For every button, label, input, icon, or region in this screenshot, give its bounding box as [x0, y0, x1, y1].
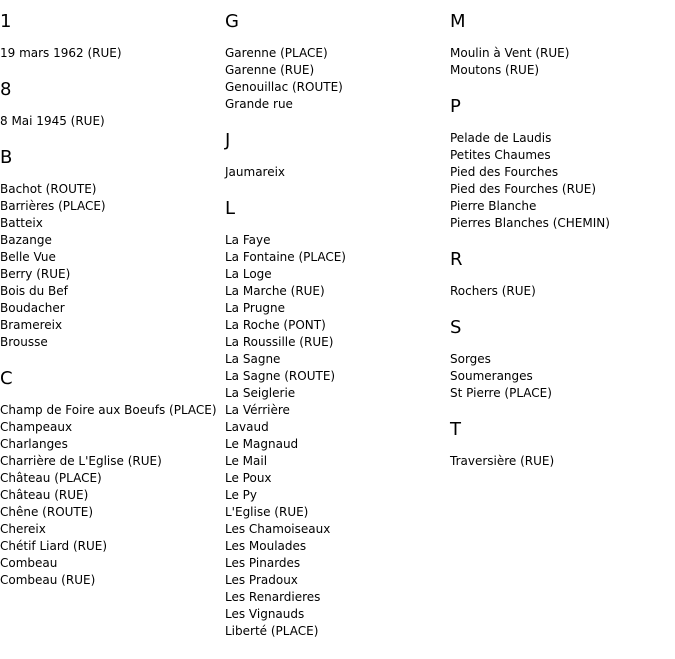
letter-heading: T: [450, 419, 461, 440]
letter-section: [0, 147, 220, 351]
street-name: Charrière de L'Eglise (RUE): [0, 454, 162, 468]
letter-section: [225, 130, 445, 181]
street-name: Moulin à Vent (RUE): [450, 46, 570, 60]
street-name: La Sagne (ROUTE): [225, 369, 336, 383]
street-name: Le Py: [225, 488, 258, 502]
street-index-column-3: [450, 0, 670, 470]
letter-section: [225, 198, 445, 640]
street-name: Garenne (PLACE): [225, 46, 328, 60]
street-name: Soumeranges: [450, 369, 533, 383]
letter-section: [450, 317, 670, 402]
street-list: [0, 181, 220, 351]
street-name: La Roche (PONT): [225, 318, 326, 332]
street-list: [225, 45, 445, 113]
letter-heading: P: [450, 96, 461, 117]
letter-heading: 8: [0, 79, 12, 100]
letter-section: [450, 96, 670, 232]
letter-section: [450, 11, 670, 79]
street-name: La Fontaine (PLACE): [225, 250, 346, 264]
street-list: [450, 283, 670, 300]
street-name: Champeaux: [0, 420, 73, 434]
street-name: Liberté (PLACE): [225, 624, 319, 638]
letter-heading: M: [450, 11, 466, 32]
street-name: Bazange: [0, 233, 52, 247]
street-list: [450, 453, 670, 470]
street-list: [225, 232, 445, 640]
street-name: St Pierre (PLACE): [450, 386, 552, 400]
street-name: La Prugne: [225, 301, 286, 315]
street-name: Bois du Bef: [0, 284, 68, 298]
street-name: Jaumareix: [225, 165, 286, 179]
letter-section: [225, 11, 445, 113]
street-name: Brousse: [0, 335, 48, 349]
street-name: Pierres Blanches (CHEMIN): [450, 216, 610, 230]
street-index-column-1: [0, 0, 220, 589]
letter-section: [0, 79, 220, 130]
letter-heading: L: [225, 198, 236, 219]
street-name: Bramereix: [0, 318, 63, 332]
street-name: Les Pinardes: [225, 556, 301, 570]
street-list: [0, 402, 220, 589]
street-name: Barrières (PLACE): [0, 199, 106, 213]
street-name: La Faye: [225, 233, 271, 247]
street-name: Les Renardieres: [225, 590, 321, 604]
street-name: Garenne (RUE): [225, 63, 315, 77]
letter-section: [0, 368, 220, 589]
street-name: Pied des Fourches (RUE): [450, 182, 596, 196]
street-name: Les Chamoiseaux: [225, 522, 331, 536]
street-name: 19 mars 1962 (RUE): [0, 46, 122, 60]
street-name: Pelade de Laudis: [450, 131, 552, 145]
street-name: Boudacher: [0, 301, 65, 315]
letter-heading: R: [450, 249, 463, 270]
street-name: Bachot (ROUTE): [0, 182, 97, 196]
street-name: Genouillac (ROUTE): [225, 80, 343, 94]
street-name: Grande rue: [225, 97, 293, 111]
street-name: La Vérrière: [225, 403, 290, 417]
street-name: Petites Chaumes: [450, 148, 551, 162]
street-list: [225, 164, 445, 181]
street-name: 8 Mai 1945 (RUE): [0, 114, 105, 128]
street-name: Le Magnaud: [225, 437, 299, 451]
letter-section: [450, 419, 670, 470]
street-name: Chétif Liard (RUE): [0, 539, 108, 553]
letter-heading: 1: [0, 11, 12, 32]
letter-heading: J: [225, 130, 231, 151]
street-name: Chereix: [0, 522, 46, 536]
letter-heading: C: [0, 368, 13, 389]
street-name: Combeau (RUE): [0, 573, 96, 587]
street-name: Combeau: [0, 556, 58, 570]
street-name: La Roussille (RUE): [225, 335, 334, 349]
street-name: Lavaud: [225, 420, 269, 434]
letter-heading: G: [225, 11, 239, 32]
street-list: [450, 130, 670, 232]
street-name: Les Vignauds: [225, 607, 305, 621]
street-index-column-2: [225, 0, 445, 640]
street-name: Rochers (RUE): [450, 284, 536, 298]
street-name: Moutons (RUE): [450, 63, 540, 77]
street-name: Les Pradoux: [225, 573, 298, 587]
street-name: Sorges: [450, 352, 491, 366]
street-name: La Loge: [225, 267, 272, 281]
street-name: Charlanges: [0, 437, 68, 451]
street-name: Chêne (ROUTE): [0, 505, 94, 519]
letter-section: [450, 249, 670, 300]
street-list: [0, 113, 220, 130]
street-name: Le Mail: [225, 454, 268, 468]
street-name: Traversière (RUE): [450, 454, 555, 468]
street-name: Le Poux: [225, 471, 272, 485]
letter-heading: S: [450, 317, 462, 338]
street-name: Château (RUE): [0, 488, 89, 502]
street-name: La Marche (RUE): [225, 284, 325, 298]
street-name: Belle Vue: [0, 250, 56, 264]
street-name: La Seiglerie: [225, 386, 296, 400]
street-list: [0, 45, 220, 62]
letter-heading: B: [0, 147, 13, 168]
street-name: La Sagne: [225, 352, 281, 366]
letter-section: [0, 11, 220, 62]
street-name: L'Eglise (RUE): [225, 505, 309, 519]
street-name: Château (PLACE): [0, 471, 102, 485]
street-name: Pierre Blanche: [450, 199, 537, 213]
street-list: [450, 351, 670, 402]
street-name: Pied des Fourches: [450, 165, 559, 179]
street-name: Les Moulades: [225, 539, 307, 553]
street-name: Champ de Foire aux Boeufs (PLACE): [0, 403, 217, 417]
street-name: Berry (RUE): [0, 267, 71, 281]
street-name: Batteix: [0, 216, 43, 230]
street-list: [450, 45, 670, 79]
